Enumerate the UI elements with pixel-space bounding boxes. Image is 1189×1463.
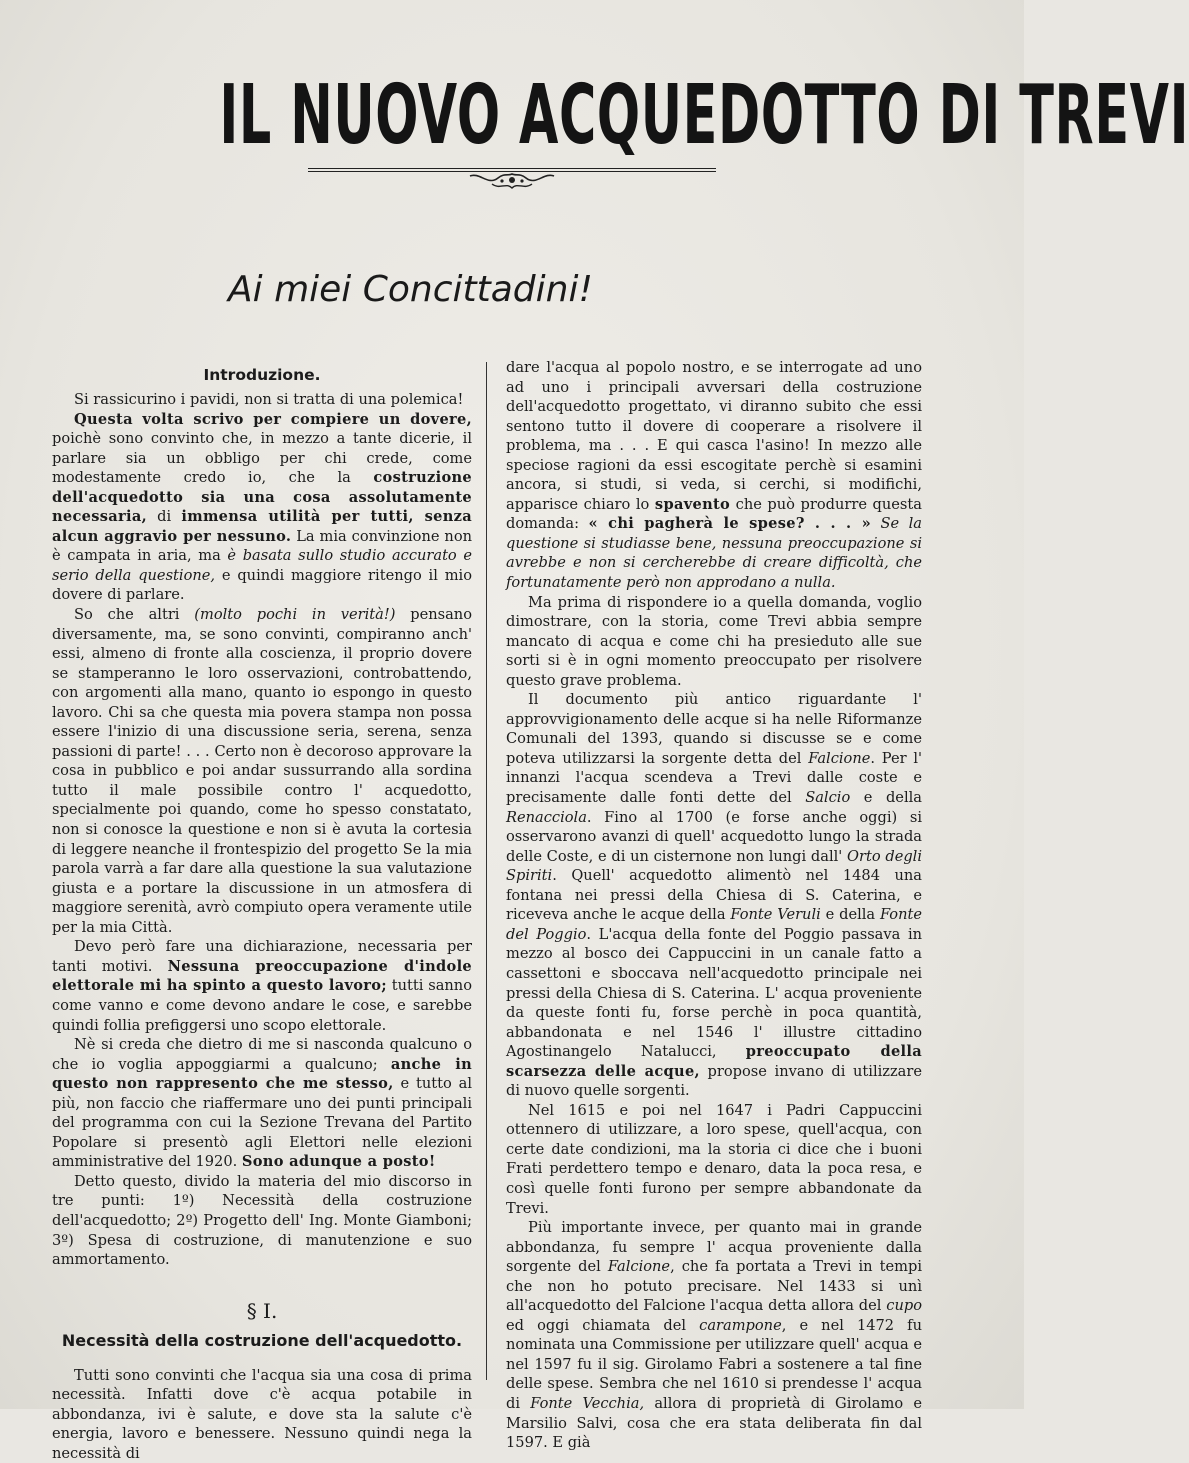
paragraph: So che altri (molto pochi in verità!) pensano diversamente, ma, se sono convinti, compiranno anch' essi, almeno di fronte alla coscienza, il proprio dovere se stamperanno le loro osservazioni, controbattendo, con argomenti alla mano, quanto io espongo in questo lavoro. Chi sa che questa mia povera stampa non possa essere l'inizio di una discussione seria, serena, senza passioni di parte! . . . Certo non è decoroso approvare la cosa in pubblico e poi andar sussurrando alla sordina tutto il male possibile contro l' acquedotto, specialmente poi quando, come ho spesso constatato, non si conosce la questione e non si è avuta la cortesia di leggere neanche il frontespizio del progetto Se la mia parola varrà a far dare alla questione la sua valutazione giusta e a portare la discussione in un atmosfera di maggiore serenità, avrò compiuto opera veramente utile per la mia Città. xyxy=(52,606,472,936)
paragraph: Devo però fare una dichiarazione, necessaria per tanti motivi. Nessuna preoccupazione d'indole elettorale mi ha spinto a questo lavoro; tutti sanno come vanno e come devono andare le cose, e sarebbe quindi follia prefiggersi uno scopo elettorale. xyxy=(52,938,472,1034)
section-heading: Necessità della costruzione dell'acquedotto. xyxy=(61,1330,463,1350)
ornament-icon xyxy=(462,170,562,192)
column-divider xyxy=(486,362,487,1380)
left-column xyxy=(52,358,472,1463)
right-column xyxy=(506,358,922,1453)
paragraph: dare l'acqua al popolo nostro, e se interrogate ad uno ad uno i principali avversari della costruzione dell'acquedotto progettato, vi diranno subito che essi sentono tutto il dovere di cooperare a risolvere il problema, ma . . . E qui casca l'asino! In mezzo alle speciose ragioni da essi escogitate perchè si esamini ancora, si studi, si veda, si cerchi, si modifichi, apparisce chiaro lo spavento che può produrre questa domanda: « chi pagherà le spese? . . . » Se la questione si studiasse bene, nessuna preoccupazione si avrebbe e non si cercherebbe di creare difficoltà, che fortunatamente però non approdano a nulla. xyxy=(506,359,923,592)
paragraph: Questa volta scrivo per compiere un dovere, poichè sono convinto che, in mezzo a tante dicerie, il parlare sia un obbligo per chi crede, come modestamente credo io, che la costruzione dell'acquedotto sia una cosa assolutamente necessaria, di immensa utilità per tutti, senza alcun aggravio per nessuno. La mia convinzione non è campata in aria, ma è basata sullo studio accurato e serio della questione, e quindi maggiore ritengo il mio dovere di parlare. xyxy=(52,410,473,604)
section-number: § I. xyxy=(246,1298,278,1323)
greeting: Ai miei Concittadini! xyxy=(228,269,593,310)
paragraph: Nè si creda che dietro di me si nasconda qualcuno o che io voglia appoggiarmi a qualcuno; anche in questo non rappresento che me stesso, e tutto al più, non faccio che riaffermare uno dei punti principali del programma con cui la Sezione Trevana del Partito Popolare si presentò agli Elettori nelle elezioni amministrative del 1920. Sono adunque a posto! xyxy=(52,1036,473,1171)
paragraph: Nel 1615 e poi nel 1647 i Padri Cappuccini ottennero di utilizzare, a loro spese, quell'acqua, con certe date condizioni, ma la storia ci dice che i buoni Frati perdettero tempo e denaro, data la poca resa, e così quelle fonti furono per sempre abbandonate da Trevi. xyxy=(506,1101,922,1217)
paragraph: Si rassicurino i pavidi, non si tratta di una polemica! xyxy=(74,391,464,408)
paragraph: Detto questo, divido la materia del mio discorso in tre punti: 1º) Necessità della costruzione dell'acquedotto; 2º) Progetto dell' Ing. Monte Giamboni; 3º) Spesa di costruzione, di manutenzione e suo ammortamento. xyxy=(52,1172,472,1269)
paragraph: Più importante invece, per quanto mai in grande abbondanza, fu sempre l' acqua proveniente dalla sorgente del Falcione, che fa portata a Trevi in tempi che non ho potuto precisare. Nel 1433 si unì all'acquedotto del Falcione l'acqua detta allora del cupo ed oggi chiamata del carampone, e nel 1472 fu nominata una Commissione per utilizzare quell' acqua e nel 1597 fu il sig. Girolamo Fabri a sostenere a tal fine delle spese. Sembra che nel 1610 si prendesse l' acqua di Fonte Vecchia, allora di proprietà di Girolamo e Marsilio Salvi, cosa che era stata deliberata fin dal 1597. E già xyxy=(506,1219,922,1452)
paragraph: Ma prima di rispondere io a quella domanda, voglio dimostrare, con la storia, come Trevi abbia sempre mancato di acqua e come chi ha presieduto alle sue sorti si è in ogni momento preoccupato per risolvere questo grave problema. xyxy=(506,593,922,689)
title-rule xyxy=(308,168,716,169)
paragraph: Tutti sono convinti che l'acqua sia una cosa di prima necessità. Infatti dove c'è acqua potabile in abbondanza, ivi è salute, e dove sta la salute c'è energia, lavoro e benessere. Nessuno quindi nega la necessità di xyxy=(52,1366,472,1462)
page-title: IL NUOVO ACQUEDOTTO DI TREVI xyxy=(219,68,1189,163)
paragraph: Il documento più antico riguardante l' approvvigionamento delle acque si ha nelle Riformanze Comunali del 1393, quando si discusse se e come poteva utilizzarsi la sorgente detta del Falcione. Per l' innanzi l'acqua scendeva a Trevi dalle coste e precisamente dalle fonti dette del Salcio e della Renacciola. Fino al 1700 (e forse anche oggi) si osservarono avanzi di quell' acquedotto lungo la strada delle Coste, e di un cisternone non lungi dall' Orto degli Spiriti. Quell' acquedotto alimentò nel 1484 una fontana nei pressi della Chiesa di S. Caterina, e riceveva anche le acque della Fonte Veruli e della Fonte del Poggio. L'acqua della fonte del Poggio passava in mezzo al bosco dei Cappuccini in un canale fatto a cassettoni e sboccava nell'acquedotto principale nei pressi della Chiesa di S. Caterina. L' acqua proveniente da queste fonti fu, forse perchè in poca quantità, abbandonata e nel 1546 l' illustre cittadino Agostinangelo Natalucci, preoccupato della scarsezza delle acque, propose invano di utilizzare di nuovo quelle sorgenti. xyxy=(506,691,923,1100)
intro-heading: Introduzione. xyxy=(203,366,321,384)
